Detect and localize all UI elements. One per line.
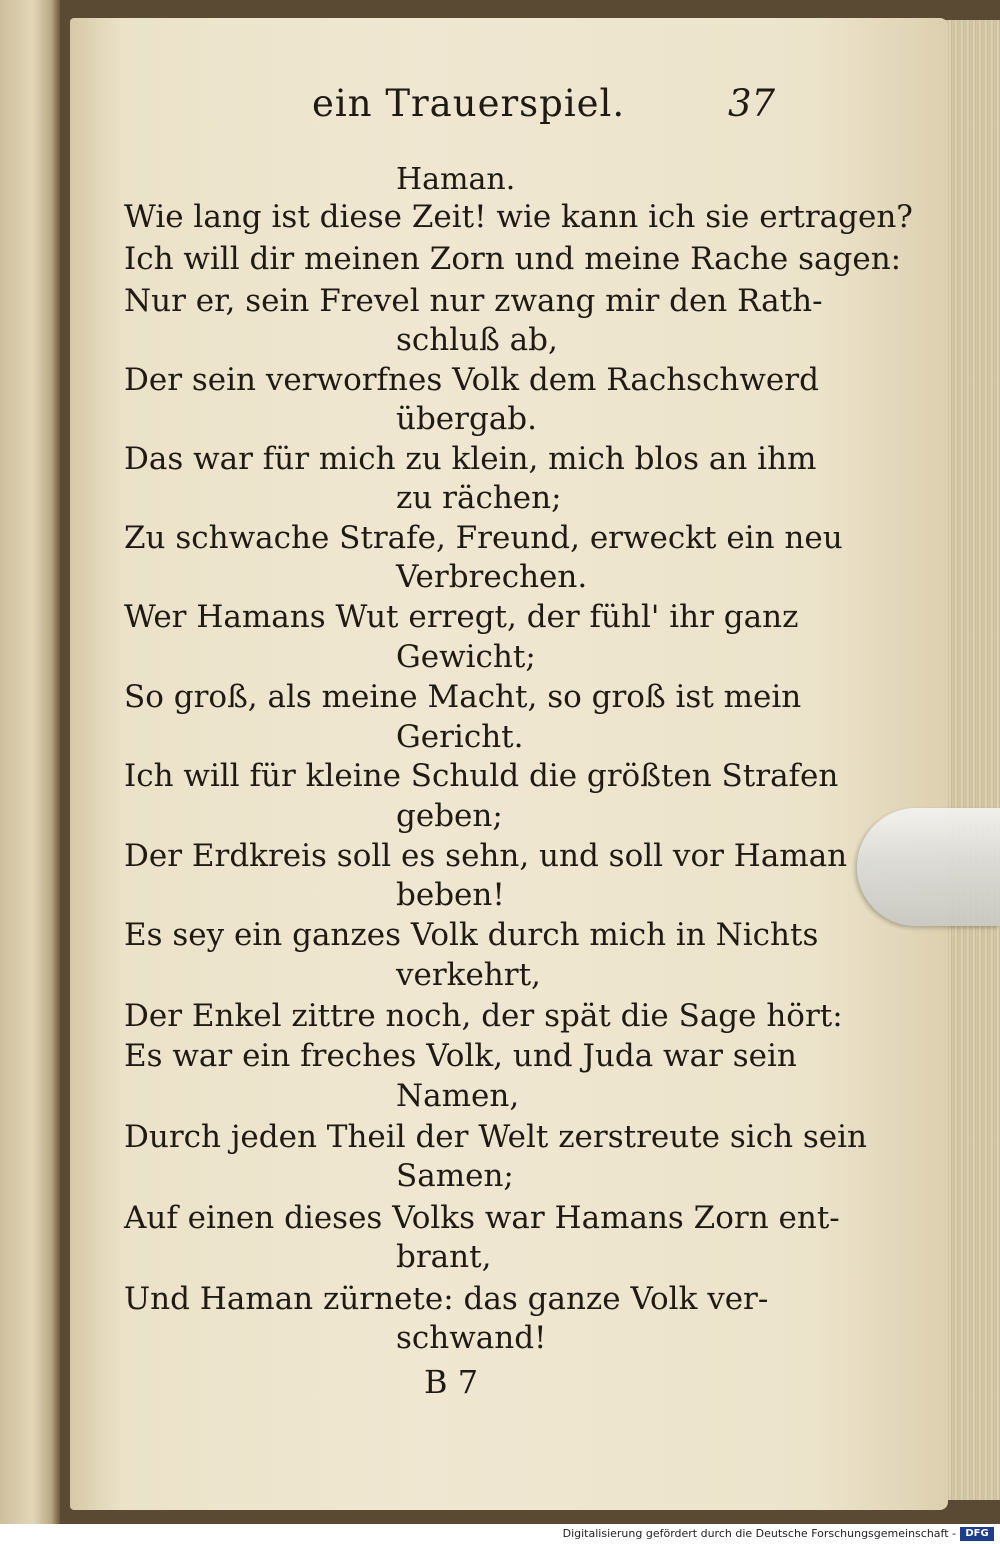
verse-line: Es sey ein ganzes Volk durch mich in Nichts bbox=[124, 917, 819, 953]
verse-continuation: Verbrechen. bbox=[396, 559, 588, 595]
verse-line: Ich will für kleine Schuld die größten Strafen bbox=[124, 758, 839, 794]
page-number: 37 bbox=[728, 82, 776, 125]
verse-line: Ich will dir meinen Zorn und meine Rache sagen: bbox=[124, 241, 902, 277]
verse-line: Und Haman zürnete: das ganze Volk ver- bbox=[124, 1281, 769, 1317]
verse-line: Zu schwache Strafe, Freund, erweckt ein neu bbox=[124, 520, 843, 556]
verse-line: Es war ein freches Volk, und Juda war sein bbox=[124, 1038, 797, 1074]
verse-continuation: schluß ab, bbox=[396, 322, 558, 358]
verse-continuation: zu rächen; bbox=[396, 480, 562, 516]
footer-bar bbox=[0, 1524, 1000, 1544]
running-head: ein Trauerspiel. bbox=[312, 82, 626, 125]
verse-continuation: geben; bbox=[396, 798, 503, 834]
verse-line: Der Erdkreis soll es sehn, und soll vor Haman bbox=[124, 838, 848, 874]
verse-line: Auf einen dieses Volks war Hamans Zorn ent- bbox=[124, 1200, 840, 1236]
verse-continuation: Samen; bbox=[396, 1158, 514, 1194]
verse-continuation: Gewicht; bbox=[396, 639, 536, 675]
speaker-name: Haman. bbox=[396, 162, 516, 197]
verse-line: Das war für mich zu klein, mich blos an ihm bbox=[124, 441, 817, 477]
signature-mark: B 7 bbox=[424, 1363, 479, 1401]
verse-line: So groß, als meine Macht, so groß ist mein bbox=[124, 679, 802, 715]
verse-continuation: schwand! bbox=[396, 1320, 547, 1356]
verse-continuation: übergab. bbox=[396, 401, 537, 437]
verse-continuation: verkehrt, bbox=[396, 957, 541, 993]
verse-line: Der sein verworfnes Volk dem Rachschwerd bbox=[124, 362, 819, 398]
funding-credit: Digitalisierung gefördert durch die Deutsche Forschungsgemeinschaft - bbox=[562, 1527, 956, 1540]
verse-line: Der Enkel zittre noch, der spät die Sage hört: bbox=[124, 998, 843, 1034]
verse-continuation: Namen, bbox=[396, 1078, 520, 1114]
verse-continuation: Gericht. bbox=[396, 719, 524, 755]
verse-continuation: brant, bbox=[396, 1239, 492, 1275]
verse-line: Wie lang ist diese Zeit! wie kann ich sie ertragen? bbox=[124, 199, 913, 235]
verse-continuation: beben! bbox=[396, 877, 505, 913]
verse-line: Durch jeden Theil der Welt zerstreute sich sein bbox=[124, 1119, 868, 1155]
verse-line: Wer Hamans Wut erregt, der fühl' ihr ganz bbox=[124, 599, 799, 635]
dfg-logo: DFG bbox=[960, 1527, 994, 1541]
verse-line: Nur er, sein Frevel nur zwang mir den Rath- bbox=[124, 283, 823, 319]
